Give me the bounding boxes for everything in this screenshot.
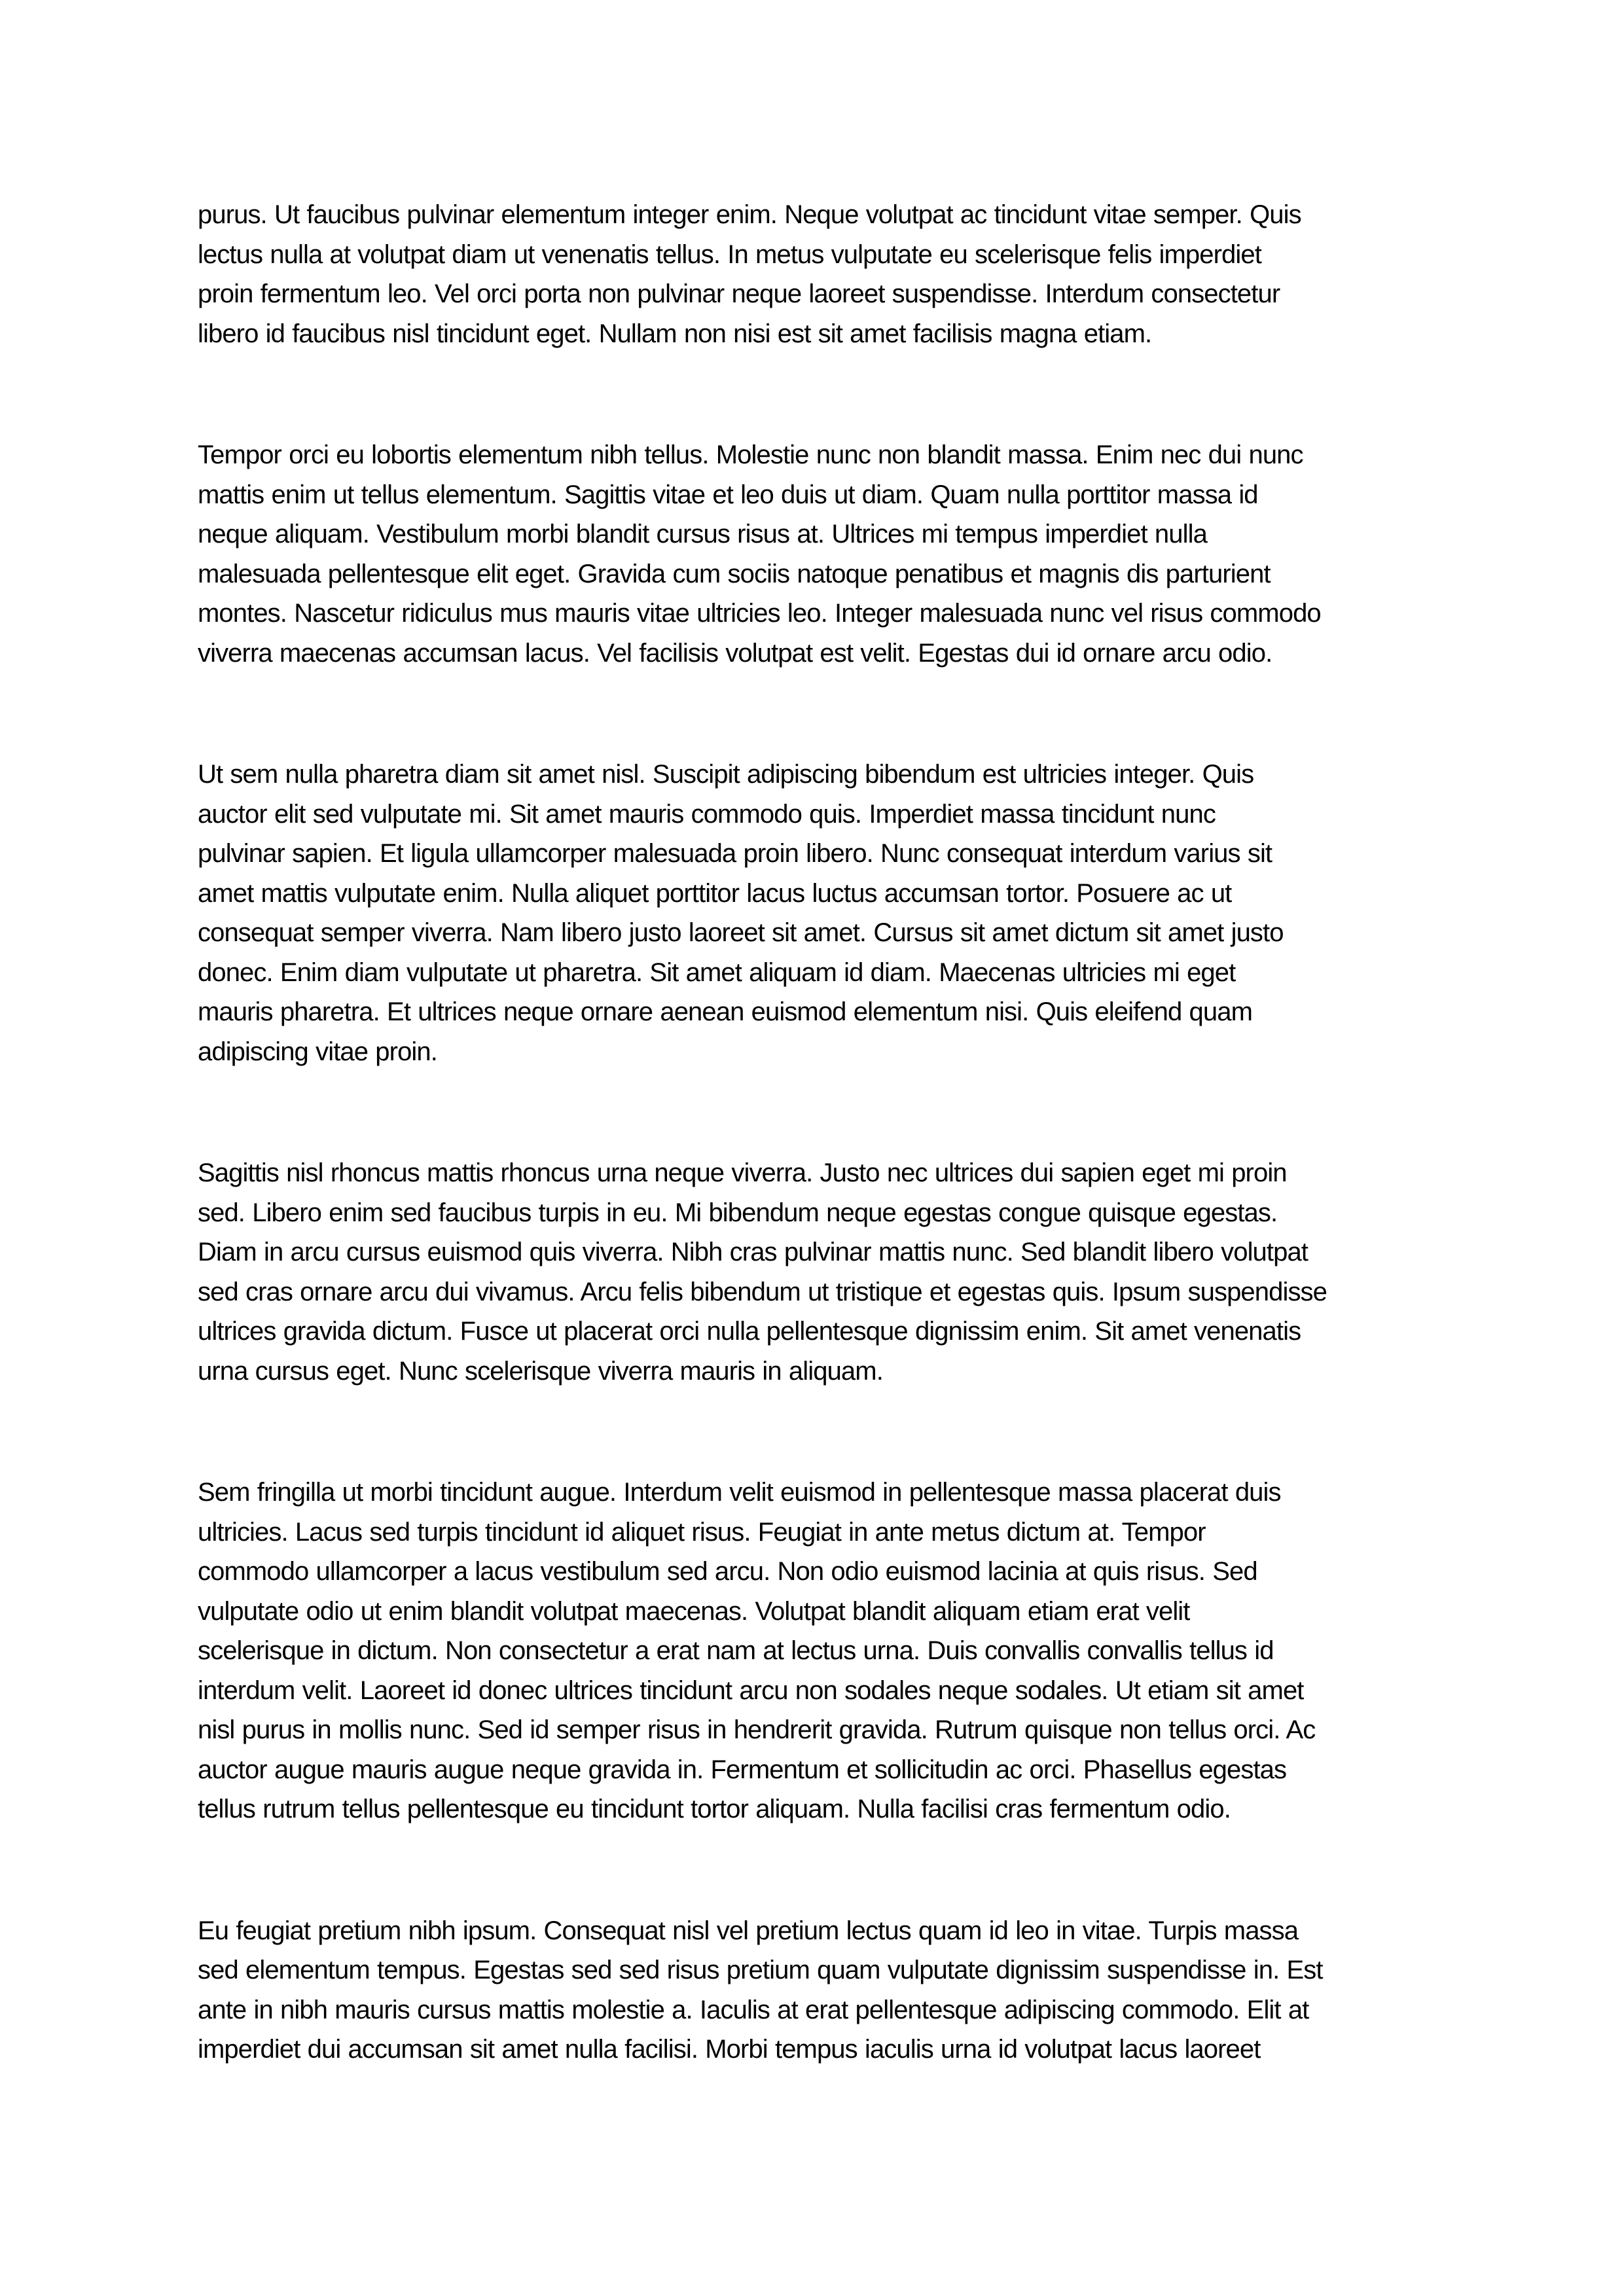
text-line: ante in nibh mauris cursus mattis molestie a. Iaculis at erat pellentesque adipiscing commodo. Elit at bbox=[198, 1995, 1309, 2024]
text-line: sed elementum tempus. Egestas sed sed risus pretium quam vulputate dignissim suspendisse in. Est bbox=[198, 1956, 1323, 1984]
paragraph-3 bbox=[198, 755, 1454, 1071]
body-text bbox=[198, 195, 1454, 2151]
text-line: ultricies. Lacus sed turpis tincidunt id aliquet risus. Feugiat in ante metus dictum at. Tempor bbox=[198, 1517, 1206, 1547]
text-line: proin fermentum leo. Vel orci porta non pulvinar neque laoreet suspendisse. Interdum consectetur bbox=[198, 279, 1280, 308]
paragraph-1 bbox=[198, 195, 1454, 353]
text-line: mattis enim ut tellus elementum. Sagittis vitae et leo duis ut diam. Quam nulla porttitor massa id bbox=[198, 480, 1258, 509]
text-line: auctor elit sed vulputate mi. Sit amet mauris commodo quis. Imperdiet massa tincidunt nunc bbox=[198, 799, 1216, 829]
text-line: urna cursus eget. Nunc scelerisque viverra mauris in aliquam. bbox=[198, 1356, 883, 1386]
text-line: ultrices gravida dictum. Fusce ut placerat orci nulla pellentesque dignissim enim. Sit amet venenatis bbox=[198, 1317, 1301, 1346]
text-line: malesuada pellentesque elit eget. Gravida cum sociis natoque penatibus et magnis dis parturient bbox=[198, 559, 1271, 588]
text-line: tellus rutrum tellus pellentesque eu tincidunt tortor aliquam. Nulla facilisi cras fermentum odio. bbox=[198, 1795, 1231, 1823]
paragraph-6 bbox=[198, 1911, 1454, 2070]
text-line: purus. Ut faucibus pulvinar elementum integer enim. Neque volutpat ac tincidunt vitae semper. Quis bbox=[198, 200, 1301, 229]
text-line: neque aliquam. Vestibulum morbi blandit cursus risus at. Ultrices mi tempus imperdiet nulla bbox=[198, 520, 1207, 548]
text-line: vulputate odio ut enim blandit volutpat maecenas. Volutpat blandit aliquam etiam erat velit bbox=[198, 1596, 1190, 1626]
text-line: Ut sem nulla pharetra diam sit amet nisl. Suscipit adipiscing bibendum est ultricies integer. Quis bbox=[198, 760, 1254, 789]
paragraph-2 bbox=[198, 435, 1454, 673]
text-line: auctor augue mauris augue neque gravida in. Fermentum et sollicitudin ac orci. Phasellus egestas bbox=[198, 1755, 1287, 1784]
text-line: commodo ullamcorper a lacus vestibulum sed arcu. Non odio euismod lacinia at quis risus. Sed bbox=[198, 1557, 1257, 1586]
text-line: Sem fringilla ut morbi tincidunt augue. Interdum velit euismod in pellentesque massa placerat duis bbox=[198, 1478, 1281, 1507]
text-line: pulvinar sapien. Et ligula ullamcorper malesuada proin libero. Nunc consequat interdum varius sit bbox=[198, 839, 1272, 868]
text-line: imperdiet dui accumsan sit amet nulla facilisi. Morbi tempus iaculis urna id volutpat lacus laoreet bbox=[198, 2035, 1261, 2064]
paragraph-4 bbox=[198, 1153, 1454, 1391]
paragraph-5 bbox=[198, 1473, 1454, 1829]
text-line: Eu feugiat pretium nibh ipsum. Consequat nisl vel pretium lectus quam id leo in vitae. Turpis massa bbox=[198, 1916, 1299, 1945]
text-line: adipiscing vitae proin. bbox=[198, 1037, 437, 1066]
text-line: Tempor orci eu lobortis elementum nibh tellus. Molestie nunc non blandit massa. Enim nec dui nunc bbox=[198, 440, 1303, 469]
text-line: nisl purus in mollis nunc. Sed id semper risus in hendrerit gravida. Rutrum quisque non tellus orci. Ac bbox=[198, 1715, 1316, 1744]
text-line: sed cras ornare arcu dui vivamus. Arcu felis bibendum ut tristique et egestas quis. Ipsum suspendisse bbox=[198, 1277, 1327, 1306]
text-line: montes. Nascetur ridiculus mus mauris vitae ultricies leo. Integer malesuada nunc vel risus commodo bbox=[198, 599, 1321, 628]
text-line: consequat semper viverra. Nam libero justo laoreet sit amet. Cursus sit amet dictum sit amet justo bbox=[198, 918, 1284, 947]
text-line: sed. Libero enim sed faucibus turpis in eu. Mi bibendum neque egestas congue quisque egestas. bbox=[198, 1198, 1278, 1227]
text-line: mauris pharetra. Et ultrices neque ornare aenean euismod elementum nisi. Quis eleifend quam bbox=[198, 997, 1253, 1026]
text-line: Sagittis nisl rhoncus mattis rhoncus urna neque viverra. Justo nec ultrices dui sapien eget mi proin bbox=[198, 1158, 1287, 1187]
text-line: libero id faucibus nisl tincidunt eget. Nullam non nisi est sit amet facilisis magna etiam. bbox=[198, 319, 1152, 348]
text-line: amet mattis vulputate enim. Nulla aliquet porttitor lacus luctus accumsan tortor. Posuere ac ut bbox=[198, 878, 1232, 908]
text-line: scelerisque in dictum. Non consectetur a erat nam at lectus urna. Duis convallis convallis tellus id bbox=[198, 1636, 1274, 1665]
text-line: donec. Enim diam vulputate ut pharetra. Sit amet aliquam id diam. Maecenas ultricies mi eget bbox=[198, 958, 1236, 987]
text-line: Diam in arcu cursus euismod quis viverra. Nibh cras pulvinar mattis nunc. Sed blandit libero volutpat bbox=[198, 1238, 1308, 1266]
text-line: viverra maecenas accumsan lacus. Vel facilisis volutpat est velit. Egestas dui id ornare arcu odio. bbox=[198, 638, 1272, 668]
text-line: lectus nulla at volutpat diam ut venenatis tellus. In metus vulputate eu scelerisque felis imperdiet bbox=[198, 240, 1261, 269]
text-line: interdum velit. Laoreet id donec ultrices tincidunt arcu non sodales neque sodales. Ut etiam sit amet bbox=[198, 1676, 1304, 1705]
